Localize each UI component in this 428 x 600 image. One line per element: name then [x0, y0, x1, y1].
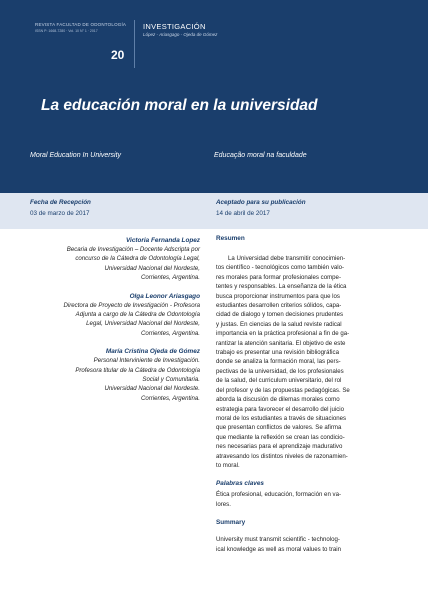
author-block — [20, 236, 200, 283]
author-affiliation-line: Adjunta a cargo de la Cátedra de Odontología — [75, 311, 200, 319]
article-title: La educación moral en la universidad — [41, 97, 318, 114]
abstract-line: estudiantes desarrollen criterios sólidos, capa- — [216, 302, 342, 310]
summary-heading: Summary — [216, 519, 246, 527]
section-label: INVESTIGACIÓN — [143, 22, 206, 31]
abstract-line: de la salud, del curriculum universitario, del rol — [216, 377, 342, 385]
abstract-body — [216, 254, 399, 470]
keywords-line: Ética profesional, educación, formación en va- — [216, 491, 341, 499]
abstract-line: pectivas de la universidad, de los profesionales — [216, 367, 344, 375]
received-label: Fecha de Recepción — [30, 199, 91, 206]
summary-line: University must transmit scientific - technolog- — [216, 536, 340, 544]
abstract-line: que presentan conflictos de valores. Se afirma — [216, 424, 342, 432]
dates-band — [0, 193, 428, 229]
abstract-line: cidad de dialogo y tomen decisiones prudentes — [216, 311, 344, 319]
abstract-line: que mediante la reflexión se crean las condicio- — [216, 433, 345, 441]
journal-name: REVISTA FACULTAD DE ODONTOLOGÍA — [35, 22, 127, 27]
accepted-date: 14 de abril de 2017 — [216, 210, 270, 217]
abstract-line: nes necesarias para el aprendizaje madurativo — [216, 443, 343, 451]
author-affiliation-line: Directora de Proyecto de Investigación - Profesora — [63, 301, 200, 309]
abstract-line: y justas. En ciencias de la salud reviste radical — [216, 320, 342, 328]
author-affiliation-line: Profesora titular de la Cátedra de Odontología — [75, 366, 200, 374]
abstract-line: donde se analiza la formación moral, las pers- — [216, 358, 341, 366]
author-affiliation-line: Universidad Nacional del Nordeste. — [104, 385, 200, 393]
received-date: 03 de marzo de 2017 — [30, 210, 90, 217]
english-title: Moral Education In University — [30, 152, 122, 159]
abstract-line: aborda la discusión de dilemas morales como — [216, 396, 340, 404]
author-affiliation-line: Universidad Nacional del Nordeste, — [104, 264, 200, 272]
abstract-line: moral de los estudiantes a través de situaciones — [216, 414, 347, 422]
abstract-line: trabajo es presentar una revisión bibliográfica — [216, 349, 339, 357]
author-affiliation-line: Corrientes, Argentina. — [140, 329, 200, 337]
abstract-line: atravesando los distintos niveles de razonamien- — [216, 452, 348, 460]
header-divider — [134, 20, 135, 68]
running-authors: López - Ariasgago - Ojeda de Gómez — [143, 32, 218, 37]
header-banner — [0, 0, 428, 193]
author-name: María Cristina Ojeda de Gómez — [105, 348, 200, 356]
keywords-heading: Palabras claves — [216, 480, 264, 488]
author-block — [20, 347, 200, 403]
author-affiliation-line: Corrientes, Argentina. — [140, 274, 200, 282]
author-name: Victoria Fernanda Lopez — [126, 237, 200, 244]
abstract-line: La Universidad debe transmitir conocimien- — [228, 255, 346, 262]
author-affiliation-line: Personal Interviniente de Investigación. — [93, 357, 200, 365]
authors-column — [20, 236, 200, 412]
abstract-line: estrategia para favorecer el desarrollo del juicio — [216, 405, 345, 413]
issue-number: 20 — [111, 48, 125, 62]
author-affiliation-line: Becaria de Investigación – Docente Adscripta por — [66, 246, 200, 253]
abstract-line: to moral. — [216, 461, 240, 469]
abstract-line: tentes y responsables. La enseñanza de la ética — [216, 283, 347, 291]
keywords-line: lores. — [216, 500, 231, 508]
abstract-line: del profesor y de las propuestas pedagógicas. Se — [216, 386, 350, 394]
abstract-column — [216, 234, 399, 554]
abstract-line: rantizar la atención sanitaria. El objetivo de este — [216, 339, 346, 347]
abstract-heading: Resumen — [216, 235, 245, 242]
abstract-line: busca proporcionar instrumentos para que los — [216, 292, 340, 300]
author-affiliation-line: Social y Comunitaria. — [142, 376, 200, 384]
author-affiliation-line: Corrientes, Argentina. — [140, 394, 200, 402]
author-affiliation-line: Legal, Universidad Nacional del Nordeste, — [86, 320, 200, 328]
summary-line: ical knowledge as well as moral values to train — [216, 545, 341, 553]
author-affiliation-line: concurso de la Cátedra de Odontología Legal, — [75, 255, 200, 263]
abstract-line: res morales para formar profesionales compe- — [216, 273, 341, 281]
abstract-line: importancia en la práctica profesional a fin de ga- — [216, 330, 350, 338]
accepted-label: Aceptado para su publicación — [216, 199, 306, 206]
portuguese-title: Educação moral na faculdade — [214, 152, 307, 159]
author-block — [20, 292, 200, 339]
author-name: Olga Leonor Ariasgago — [129, 292, 200, 300]
journal-meta: ISSN P: 1668-7280 · Vol. 10 N° 1 · 2017 — [35, 29, 98, 33]
abstract-line: tos científico - tecnológicos como también valo- — [216, 264, 345, 272]
